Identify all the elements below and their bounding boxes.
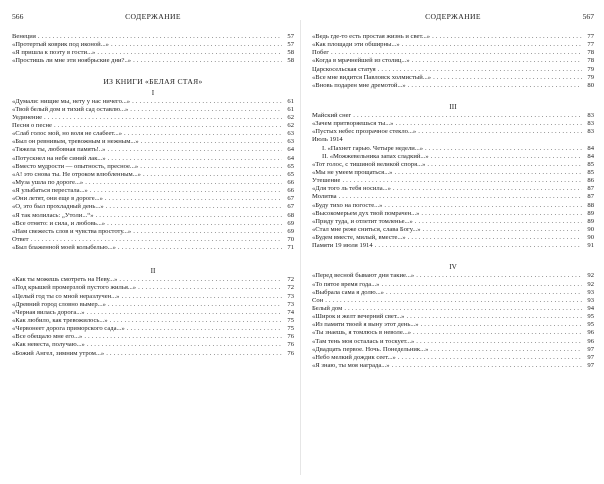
- toc-entry-page: 83: [587, 128, 594, 136]
- toc-entry-title: «Пустых небес прозрачное стекло...»: [312, 128, 417, 136]
- toc-entry-page: 67: [287, 203, 294, 211]
- toc-entry-page: 96: [587, 329, 594, 337]
- toc-entry-page: 68: [287, 211, 294, 219]
- toc-entry-title: «Ты знаешь, я томлюсь в неволе...»: [312, 329, 412, 337]
- toc-entry: [12, 301, 294, 309]
- dot-leader: [124, 130, 282, 138]
- toc-entry-page: 91: [587, 242, 594, 250]
- toc-entry: [312, 82, 594, 90]
- dot-leader: [87, 341, 282, 349]
- left-page-content: [12, 33, 294, 358]
- toc-entry-title: «Нам свежесть слов и чувства простоту...»: [12, 227, 132, 235]
- dot-leader: [386, 289, 582, 297]
- toc-entry: [12, 106, 294, 114]
- toc-entry-page: 80: [587, 81, 594, 89]
- toc-entry: [312, 226, 594, 234]
- toc-entry: [312, 193, 594, 201]
- toc-entry-page: 97: [587, 353, 594, 361]
- dot-leader: [140, 163, 282, 171]
- dot-leader: [342, 177, 582, 185]
- toc-entry-page: 85: [587, 168, 594, 176]
- dot-leader: [106, 350, 282, 358]
- toc-entry-page: 65: [287, 170, 294, 178]
- toc-entry: [12, 317, 294, 325]
- book-title: ИЗ КНИГИ «БЕЛАЯ СТАЯ»: [103, 76, 203, 86]
- toc-entry: [12, 350, 294, 358]
- toc-entry: [312, 210, 594, 218]
- dot-leader: [416, 338, 582, 346]
- toc-entry: [312, 218, 594, 226]
- dot-leader: [110, 317, 282, 325]
- toc-entry-page: 78: [587, 57, 594, 65]
- dot-leader: [392, 362, 582, 370]
- section-heading-1: I: [151, 88, 155, 97]
- dot-leader: [325, 297, 582, 305]
- toc-entry: [312, 202, 594, 210]
- toc-entry: [312, 41, 594, 49]
- dot-leader: [118, 244, 282, 252]
- toc-entry-page: 93: [587, 288, 594, 296]
- toc-entry-page: 71: [287, 244, 294, 252]
- toc-entry-title: «Высокомерьем дух твой помрачен...»: [312, 209, 420, 217]
- dot-leader: [394, 169, 582, 177]
- toc-entry-page: 75: [287, 325, 294, 333]
- toc-entry: [12, 244, 294, 252]
- toc-entry-page: 87: [587, 185, 594, 193]
- dot-leader: [416, 272, 582, 280]
- toc-entry-title: II. «Можжевельника запах сладкий...»: [322, 152, 429, 160]
- toc-entry-title: «Стал мне реже сниться, слава Богу...»: [312, 225, 421, 233]
- dot-leader: [143, 171, 282, 179]
- toc-entry-page: 62: [287, 121, 294, 129]
- toc-entry: [12, 146, 294, 154]
- dot-leader: [85, 179, 282, 187]
- toc-entry-page: 69: [287, 227, 294, 235]
- toc-entry-title: Побег: [312, 49, 329, 57]
- toc-entry: [12, 163, 294, 171]
- toc-entry-title: Песня о песне: [12, 121, 52, 129]
- toc-entry: [312, 57, 594, 65]
- dot-leader: [378, 66, 582, 74]
- toc-entry-page: 65: [287, 162, 294, 170]
- toc-entry-page: 89: [587, 209, 594, 217]
- toc-entry: [312, 242, 594, 250]
- toc-entry: [12, 33, 294, 41]
- left-top-entries: [12, 33, 294, 66]
- dot-leader: [402, 41, 582, 49]
- toc-entry: [12, 276, 294, 284]
- toc-entry-page: 90: [587, 234, 594, 242]
- toc-entry-page: 83: [587, 111, 594, 119]
- dot-leader: [108, 155, 282, 163]
- section-heading-2: II: [150, 267, 156, 276]
- toc-entry-title: «Широк и желт вечерний свет...»: [312, 313, 405, 321]
- dot-leader: [393, 185, 582, 193]
- dot-leader: [421, 210, 582, 218]
- toc-entry-page: 85: [587, 160, 594, 168]
- toc-entry: [12, 236, 294, 244]
- toc-entry-title: «Буду тихо на погосте...»: [312, 201, 383, 209]
- dot-leader: [54, 122, 282, 130]
- toc-entry: [12, 341, 294, 349]
- toc-entry-title: «Все обещало мне его...»: [12, 333, 83, 341]
- toc-entry: [12, 309, 294, 317]
- left-page-number: 566: [12, 12, 24, 21]
- dot-leader: [87, 309, 282, 317]
- toc-entry: [312, 305, 594, 313]
- toc-entry-title: «Вновь подарен мне дремотой...»: [312, 81, 406, 89]
- right-page: [312, 0, 594, 484]
- toc-entry: [12, 179, 294, 187]
- toc-entry-title: «Из памяти твоей я выну этот день...»: [312, 321, 419, 329]
- toc-entry-title: «Червонеет дорога приморского сада...»: [12, 325, 125, 333]
- toc-entry-title: «Как невеста, получаю...»: [12, 341, 85, 349]
- toc-entry-page: 66: [287, 178, 294, 186]
- toc-entry-page: 79: [587, 73, 594, 81]
- toc-entry: [12, 228, 294, 236]
- right-page-content: [312, 33, 594, 370]
- toc-entry-page: 97: [587, 345, 594, 353]
- toc-entry-page: 94: [587, 304, 594, 312]
- dot-leader: [141, 138, 282, 146]
- dot-leader: [97, 49, 282, 57]
- dot-leader: [375, 242, 582, 250]
- toc-entry-title: «Как площади эти обширны...»: [312, 41, 400, 49]
- dot-leader: [107, 146, 282, 154]
- toc-entry-title: Ответ: [12, 235, 29, 243]
- toc-entry: [312, 136, 594, 144]
- toc-entry-title: «Перед весной бывают дни такие...»: [312, 272, 415, 280]
- toc-entry-title: «Черная вилась дорога...»: [12, 308, 85, 316]
- toc-entry-title: «Слаб голос мой, но воля не слабеет...»: [12, 130, 123, 138]
- dot-leader: [381, 281, 582, 289]
- toc-entry-page: 61: [287, 105, 294, 113]
- toc-entry-title: «Я пришла к поэту в гости...»: [12, 49, 96, 57]
- toc-entry: [12, 171, 294, 179]
- dot-leader: [339, 193, 582, 201]
- toc-entry-page: 66: [287, 187, 294, 195]
- toc-entry-title: «Твой белый дом и тихий сад оставлю...»: [12, 105, 129, 113]
- dot-leader: [423, 226, 582, 234]
- toc-entry: [312, 281, 594, 289]
- toc-entry: [312, 145, 594, 153]
- toc-entry-title: «Целый год ты со мной неразлучен...»: [12, 292, 120, 300]
- dot-leader: [408, 82, 582, 90]
- toc-entry: [312, 234, 594, 242]
- toc-entry: [12, 98, 294, 106]
- right-top-entries: [312, 33, 594, 90]
- toc-entry-page: 75: [287, 316, 294, 324]
- dot-leader: [406, 313, 582, 321]
- toc-entry-page: 57: [287, 33, 294, 40]
- toc-entry: [12, 220, 294, 228]
- dot-leader: [132, 98, 282, 106]
- dot-leader: [96, 212, 282, 220]
- toc-entry-title: «Как любило, как тревожилось...»: [12, 316, 108, 324]
- toc-entry-title: Сон: [312, 296, 324, 304]
- toc-entry-title: «Небо мелкий дождик сеет...»: [312, 353, 396, 361]
- toc-entry-title: «Думали: нищие мы, нету у нас ничего...»: [12, 97, 131, 105]
- dot-leader: [105, 195, 282, 203]
- toc-entry-page: 96: [587, 337, 594, 345]
- right-page-number: 567: [582, 12, 594, 21]
- section-1-entries: [12, 98, 294, 253]
- toc-entry: [312, 177, 594, 185]
- toc-entry-title: Царскосельская статуя: [312, 65, 376, 73]
- dot-leader: [418, 128, 582, 136]
- toc-entry: [312, 169, 594, 177]
- toc-entry-page: 61: [287, 97, 294, 105]
- toc-entry-title: «Выбрала сама я долю...»: [312, 288, 384, 296]
- dot-leader: [130, 106, 282, 114]
- toc-entry-page: 87: [587, 193, 594, 201]
- toc-entry-page: 73: [287, 300, 294, 308]
- toc-entry: [12, 187, 294, 195]
- dot-leader: [119, 276, 282, 284]
- dot-leader: [431, 153, 582, 161]
- toc-entry: [12, 130, 294, 138]
- toc-entry: [12, 114, 294, 122]
- toc-entry-title: Белый дом: [312, 304, 343, 312]
- toc-entry-page: 76: [287, 341, 294, 349]
- section-heading-4: IV: [449, 263, 457, 272]
- right-running-title: СОДЕРЖАНИЕ: [425, 12, 481, 21]
- toc-entry-page: 67: [287, 195, 294, 203]
- toc-entry-page: 95: [587, 313, 594, 321]
- dot-leader: [353, 112, 582, 120]
- toc-entry-title: «Протертый коврик под иконой...»: [12, 41, 109, 49]
- dot-leader: [138, 284, 282, 292]
- toc-entry-title: «Все отнято: и сила, и любовь...»: [12, 219, 106, 227]
- dot-leader: [127, 325, 282, 333]
- toc-entry-page: 64: [287, 154, 294, 162]
- section-heading-3: III: [449, 102, 457, 111]
- dot-leader: [108, 301, 282, 309]
- left-page: [12, 0, 294, 484]
- toc-entry-title: Венеция: [12, 33, 36, 40]
- dot-leader: [398, 354, 582, 362]
- toc-entry-title: «Они летят, они еще в дороге...»: [12, 195, 103, 203]
- toc-entry: [312, 338, 594, 346]
- dot-leader: [133, 228, 282, 236]
- dot-leader: [107, 220, 282, 228]
- dot-leader: [432, 33, 582, 41]
- toc-entry-title: «Зачем притворяешься ты...»: [312, 120, 394, 128]
- toc-entry-page: 89: [587, 217, 594, 225]
- toc-entry: [12, 284, 294, 292]
- dot-leader: [412, 57, 582, 65]
- toc-entry: [312, 354, 594, 362]
- dot-leader: [384, 202, 582, 210]
- toc-entry: [312, 329, 594, 337]
- toc-entry-title: I. «Пахнет гарью. Четыре недели...»: [322, 144, 424, 152]
- toc-entry-page: 64: [287, 146, 294, 154]
- toc-entry-title: «Все мне видится Павловск холмистый...»: [312, 73, 432, 81]
- toc-entry-title: «Как ты можешь смотреть на Неву...»: [12, 276, 118, 284]
- toc-entry: [312, 346, 594, 354]
- toc-entry-title: Памяти 19 июля 1914: [312, 242, 373, 250]
- toc-entry-title: «Тот голос, с тишиной великой споря...»: [312, 160, 426, 168]
- toc-entry: [12, 333, 294, 341]
- toc-entry-page: 58: [287, 49, 294, 57]
- toc-entry-title: «Был он ревнивым, тревожным и нежным...»: [12, 138, 139, 146]
- section-2-entries: [12, 276, 294, 357]
- toc-entry-title: «Я улыбаться перестала...»: [12, 187, 88, 195]
- toc-entry-page: 76: [287, 333, 294, 341]
- dot-leader: [430, 346, 582, 354]
- toc-entry: [312, 74, 594, 82]
- toc-entry-page: 92: [587, 280, 594, 288]
- toc-entry: [312, 362, 594, 370]
- toc-entry-page: 76: [287, 349, 294, 357]
- toc-entry-page: 69: [287, 219, 294, 227]
- toc-entry-title: «Когда в мрачнейшей из столиц...»: [312, 57, 410, 65]
- dot-leader: [44, 114, 282, 122]
- toc-entry: [12, 122, 294, 130]
- toc-entry: [12, 57, 294, 65]
- toc-entry: [312, 313, 594, 321]
- toc-entry-title: «Будем вместе, милый, вместе...»: [312, 234, 406, 242]
- toc-entry-page: 63: [287, 138, 294, 146]
- toc-entry-page: 93: [587, 296, 594, 304]
- toc-entry-page: 73: [287, 292, 294, 300]
- left-page-header: [12, 13, 294, 33]
- page-gutter: [300, 20, 301, 475]
- toc-entry: [312, 112, 594, 120]
- toc-entry-title: «То пятое время года...»: [312, 280, 380, 288]
- toc-entry-page: 77: [587, 33, 594, 40]
- toc-entry: [12, 325, 294, 333]
- toc-entry-title: Молитва: [312, 193, 337, 201]
- toc-entry-page: 95: [587, 321, 594, 329]
- toc-entry-page: 57: [287, 41, 294, 49]
- toc-entry-title: «Я знаю, ты моя награда...»: [312, 361, 390, 369]
- toc-entry-page: 58: [287, 57, 294, 65]
- dot-leader: [427, 161, 582, 169]
- toc-entry: [312, 289, 594, 297]
- toc-entry-title: «Тяжела ты, любовная память!..»: [12, 146, 106, 154]
- toc-entry-page: 86: [587, 177, 594, 185]
- toc-entry-title: «Там тень моя осталась и тоскует...»: [312, 337, 415, 345]
- toc-entry: [312, 161, 594, 169]
- dot-leader: [415, 218, 582, 226]
- dot-leader: [413, 329, 582, 337]
- section-4-entries: [312, 272, 594, 370]
- toc-entry-title: «Древний город словно вымер...»: [12, 300, 106, 308]
- toc-entry-page: 90: [587, 225, 594, 233]
- toc-entry-page: 79: [587, 65, 594, 73]
- dot-leader: [395, 120, 582, 128]
- toc-entry: [12, 293, 294, 301]
- toc-entry-title: Утешение: [312, 177, 341, 185]
- toc-entry-title: «А! это снова ты. Не отроком влюбленным...»: [12, 170, 141, 178]
- toc-entry-title: «Был блаженной моей колыбелью...»: [12, 244, 116, 252]
- toc-entry: [312, 128, 594, 136]
- toc-entry-title: «Двадцать первое. Ночь. Понедельник...»: [312, 345, 429, 353]
- toc-entry: [12, 203, 294, 211]
- toc-entry: [312, 66, 594, 74]
- toc-entry-title: «Простишь ли мне эти ноябрьские дни?..»: [12, 57, 132, 65]
- dot-leader: [90, 187, 282, 195]
- toc-entry-page: 63: [287, 130, 294, 138]
- toc-entry-title: «Для того ль тебя носила...»: [312, 185, 391, 193]
- toc-entry-page: 62: [287, 113, 294, 121]
- toc-entry: [312, 49, 594, 57]
- toc-entry-title: «Под крышей промерзлой пустого жилья...»: [12, 284, 137, 292]
- dot-leader: [344, 305, 582, 313]
- toc-entry: [312, 297, 594, 305]
- dot-leader: [111, 41, 282, 49]
- toc-entry-title: «Ведь где-то есть простая жизнь и свет...»: [312, 33, 431, 40]
- dot-leader: [121, 293, 282, 301]
- toc-entry-page: 74: [287, 308, 294, 316]
- dot-leader: [106, 203, 282, 211]
- dot-leader: [421, 321, 582, 329]
- toc-entry-page: 78: [587, 49, 594, 57]
- toc-entry-title: «Мы не умеем прощаться...»: [312, 168, 393, 176]
- left-running-title: СОДЕРЖАНИЕ: [125, 12, 181, 21]
- toc-entry: [12, 212, 294, 220]
- toc-entry-page: 77: [587, 41, 594, 49]
- toc-entry-page: 72: [287, 276, 294, 284]
- toc-entry-title: «Потускнел на небе синий лак...»: [12, 154, 106, 162]
- toc-entry-title: «Вместо мудрости — опытность, пресное...»: [12, 162, 139, 170]
- toc-entry: [12, 155, 294, 163]
- toc-entry: [312, 120, 594, 128]
- toc-entry: [312, 153, 594, 161]
- toc-entry-title: «Приду туда, и отлетит томленье...»: [312, 217, 413, 225]
- toc-entry-page: 84: [587, 144, 594, 152]
- toc-entry: [12, 138, 294, 146]
- toc-entry-page: 83: [587, 120, 594, 128]
- dot-leader: [408, 234, 582, 242]
- toc-entry-page: 70: [287, 235, 294, 243]
- dot-leader: [31, 236, 282, 244]
- toc-entry: [312, 33, 594, 41]
- toc-entry-title: «О, это был прохладный день...»: [12, 203, 104, 211]
- toc-entry-title: Уединение: [12, 113, 43, 121]
- toc-entry: [312, 321, 594, 329]
- dot-leader: [425, 145, 582, 153]
- dot-leader: [331, 49, 582, 57]
- toc-entry: [12, 49, 294, 57]
- toc-entry-title: «Муза ушла по дороге...»: [12, 178, 84, 186]
- dot-leader: [433, 74, 582, 82]
- toc-entry: [12, 41, 294, 49]
- toc-entry: [312, 185, 594, 193]
- section-3-entries: [312, 112, 594, 250]
- toc-entry-title: «Божий Ангел, зимним утром...»: [12, 349, 105, 357]
- toc-entry-title: «Я так молилась: „Утоли...“»: [12, 211, 94, 219]
- toc-entry-page: 92: [587, 272, 594, 280]
- toc-entry-page: 72: [287, 284, 294, 292]
- toc-entry-page: 84: [587, 152, 594, 160]
- toc-entry-page: 97: [587, 361, 594, 369]
- toc-entry: [312, 272, 594, 280]
- dot-leader: [84, 333, 282, 341]
- toc-entry: [12, 195, 294, 203]
- toc-entry-page: 88: [587, 201, 594, 209]
- toc-entry-title: Майский снег: [312, 111, 352, 119]
- right-page-header: [312, 13, 594, 33]
- dot-leader: [38, 33, 282, 41]
- toc-entry-title: Июль 1914: [312, 136, 343, 144]
- dot-leader: [133, 57, 282, 65]
